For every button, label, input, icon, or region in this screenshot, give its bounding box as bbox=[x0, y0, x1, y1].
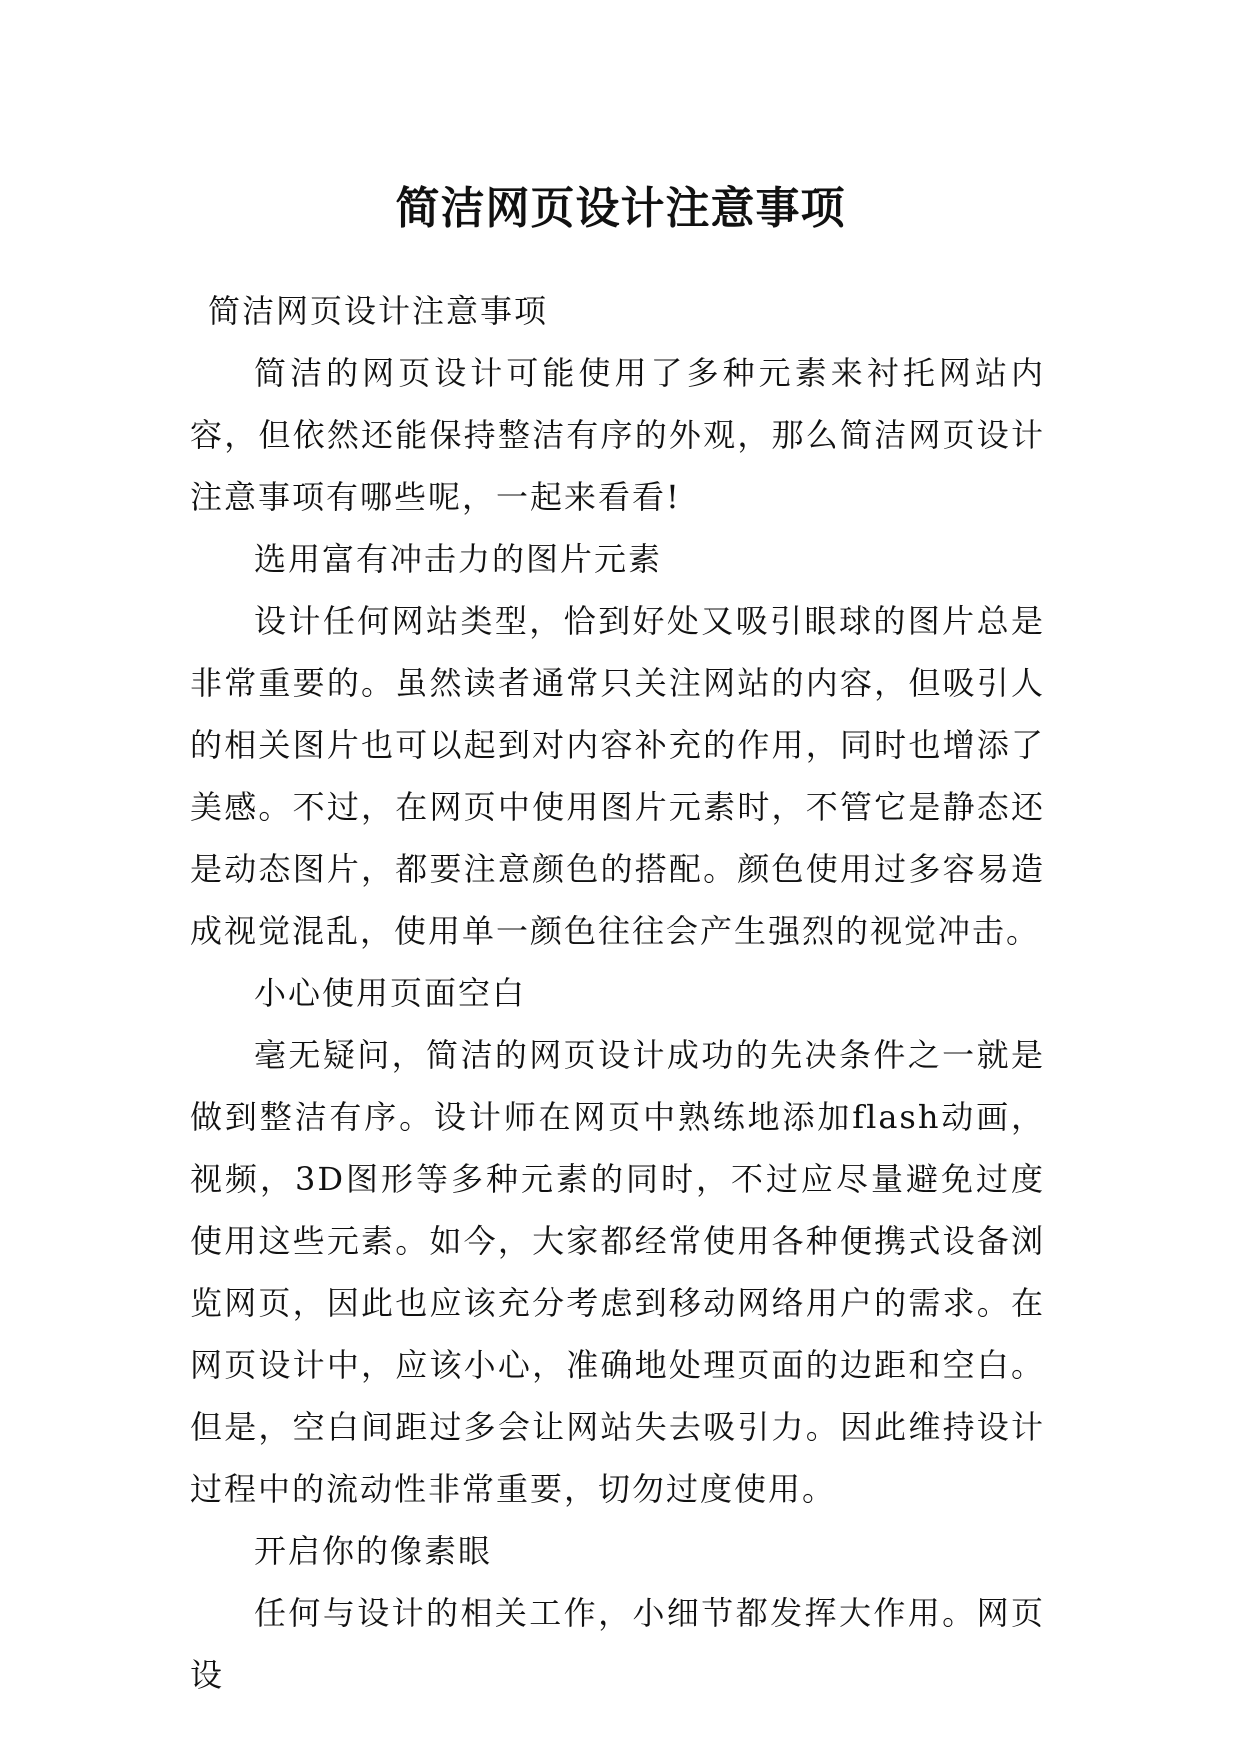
section-heading-pixel-eye: 开启你的像素眼 bbox=[254, 1532, 493, 1570]
page-title: 简洁网页设计注意事项 bbox=[395, 183, 846, 235]
whitespace-paragraph: 毫无疑问，简洁的网页设计成功的先决条件之一就是做到整洁有序。设计师在网页中熟练地添加flash动画，视频，3D图形等多种元素的同时，不过应尽量避免过度使用这些元素。如今，大家都经常使用各种便携式设备浏览网页，因此也应该充分考虑到移动网络用户的需求。在网页设计中，应该小心，准确地处理页面的边距和空白。但是，空白间距过多会让网站失去吸引力。因此维持设计过程中的流动性非常重要，切勿过度使用。 bbox=[190, 1036, 1045, 1508]
images-paragraph: 设计任何网站类型，恰到好处又吸引眼球的图片总是非常重要的。虽然读者通常只关注网站的内容，但吸引人的相关图片也可以起到对内容补充的作用，同时也增添了美感。不过，在网页中使用图片元素时，不管它是静态还是动态图片，都要注意颜色的搭配。颜色使用过多容易造成视觉混乱，使用单一颜色往往会产生强烈的视觉冲击。 bbox=[190, 602, 1045, 950]
document-body bbox=[190, 280, 1045, 1706]
document-subtitle: 简洁网页设计注意事项 bbox=[208, 292, 549, 330]
section-heading-images: 选用富有冲击力的图片元素 bbox=[254, 540, 663, 578]
section-heading-whitespace: 小心使用页面空白 bbox=[254, 974, 527, 1012]
pixel-eye-paragraph: 任何与设计的相关工作，小细节都发挥大作用。网页设 bbox=[190, 1594, 1045, 1694]
intro-paragraph: 简洁的网页设计可能使用了多种元素来衬托网站内容，但依然还能保持整洁有序的外观，那么简洁网页设计注意事项有哪些呢，一起来看看! bbox=[190, 354, 1045, 516]
